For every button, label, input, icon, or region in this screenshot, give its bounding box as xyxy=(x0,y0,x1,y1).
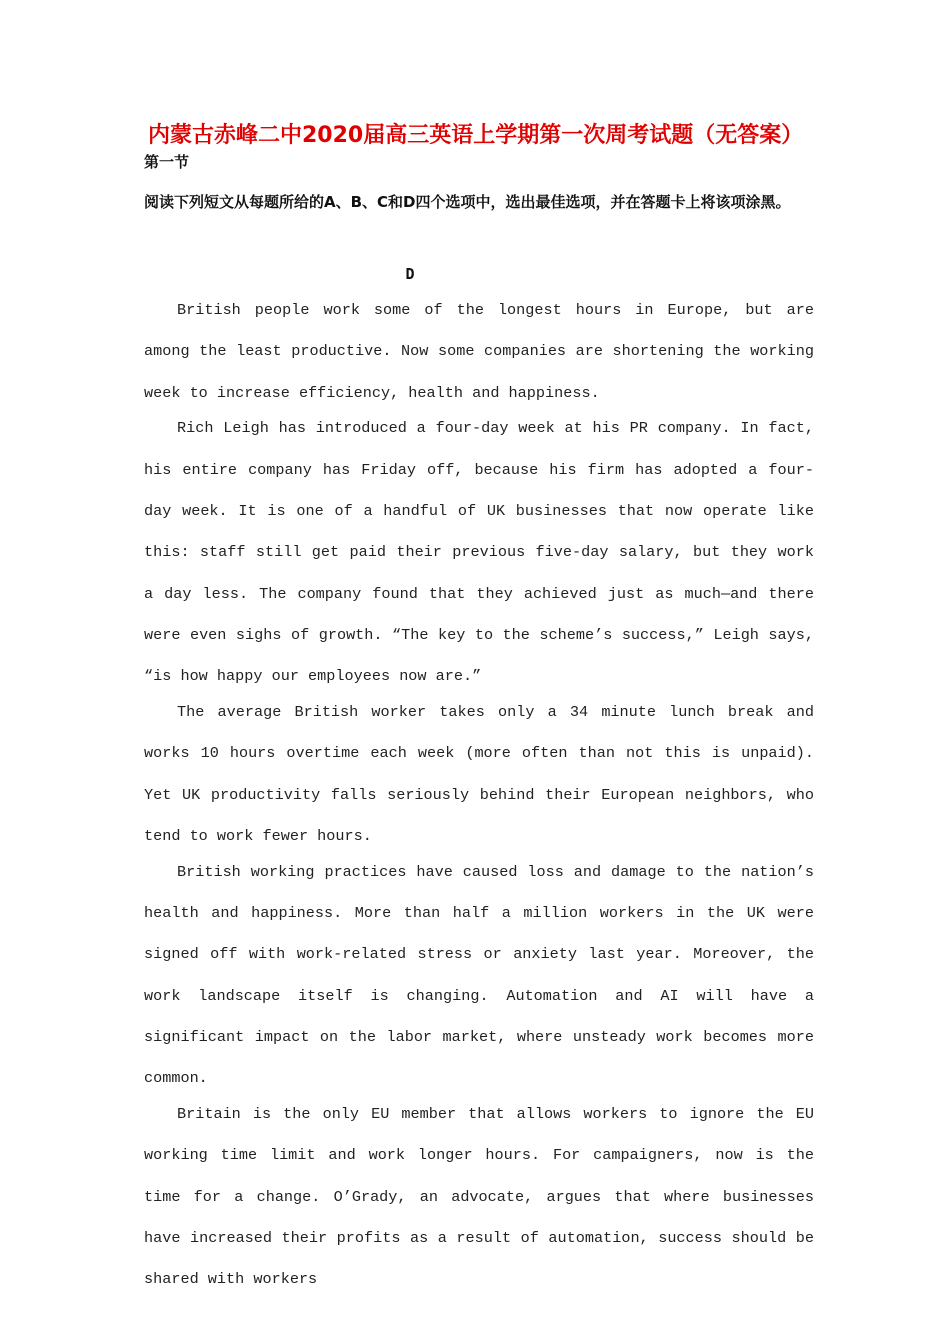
document-title: 内蒙古赤峰二中2020届高三英语上学期第一次周考试题（无答案） xyxy=(148,123,804,148)
passage-body xyxy=(144,290,814,1295)
paragraph: Rich Leigh has introduced a four-day week at his PR company. In fact, his entire company has Friday off, because his firm has adopted a four-day week. It is one of a handful of UK businesses that now operate like this: staff still get paid their previous five-day salary, but they work a day less. The company found that they achieved just as much—and there were even sighs of growth. “The key to the scheme’s success,” Leigh says, “is how happy our employees now are.” xyxy=(144,419,814,686)
paragraph: British people work some of the longest hours in Europe, but are among the least productive. Now some companies are shortening the working week to increase efficiency, health and happiness. xyxy=(144,301,814,402)
instructions-text: 阅读下列短文从每题所给的A、B、C和D四个选项中，选出最佳选项，并在答题卡上将该项涂黑。 xyxy=(144,193,791,211)
paragraph: British working practices have caused loss and damage to the nation’s health and happiness. More than half a million workers in the UK were signed off with work-related stress or anxiety last year. Moreover, the work landscape itself is changing. Automation and AI will have a significant impact on the labor market, where unsteady work becomes more common. xyxy=(144,862,814,1088)
passage-letter: D xyxy=(405,265,415,283)
paragraph: Britain is the only EU member that allows workers to ignore the EU working time limit and work longer hours. For campaigners, now is the time for a change. O’Grady, an advocate, argues that where businesses have increased their profits as a result of automation, success should be shared with workers xyxy=(144,1104,814,1289)
paragraph: The average British worker takes only a 34 minute lunch break and works 10 hours overtime each week (more often than not this is unpaid). Yet UK productivity falls seriously behind their European neighbors, who tend to work fewer hours. xyxy=(144,702,814,845)
section-heading: 第一节 xyxy=(144,153,190,171)
